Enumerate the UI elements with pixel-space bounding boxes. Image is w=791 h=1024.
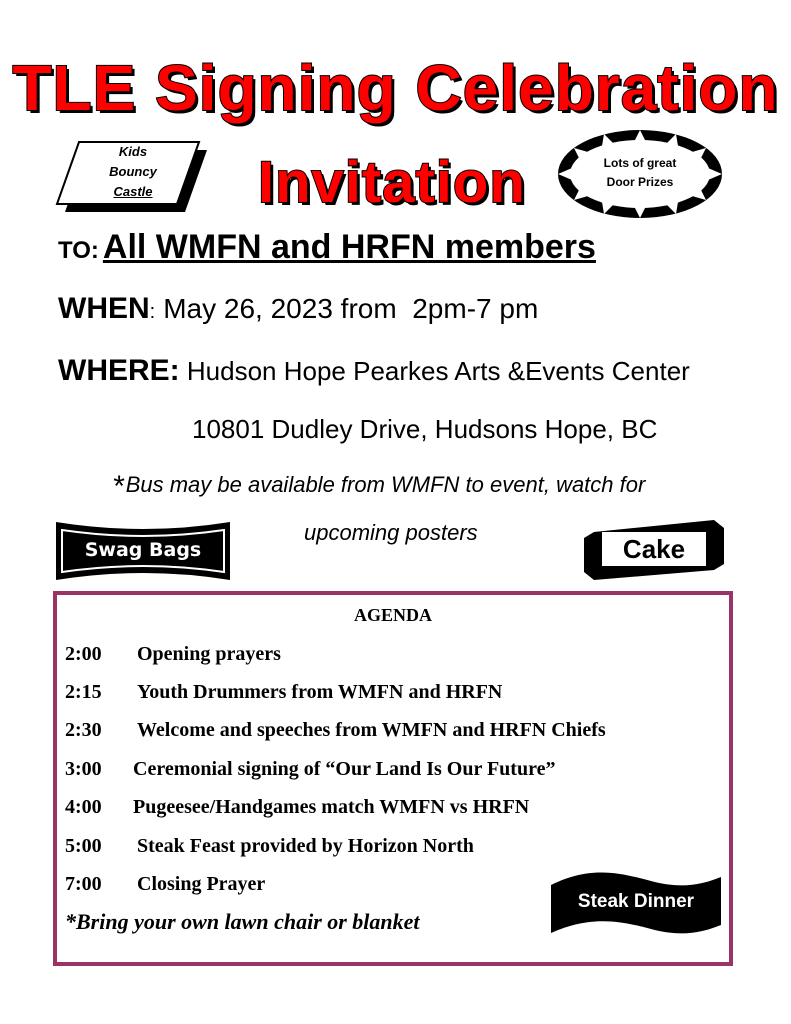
agenda-time: 5:00 (65, 835, 102, 857)
page-title: TLE Signing Celebration (12, 52, 779, 124)
agenda-title: AGENDA (353, 605, 432, 625)
to-line (58, 228, 596, 267)
agenda-text: Ceremonial signing of “Our Land Is Our Future” (133, 758, 556, 780)
agenda-item (65, 643, 281, 666)
where-label: WHERE: (58, 354, 180, 387)
bus-note-line1 (112, 470, 645, 504)
bus-note-asterisk: * (112, 470, 124, 503)
kids-badge-line2: Bouncy (109, 164, 157, 179)
agenda-item (65, 796, 529, 819)
agenda-text: Pugeesee/Handgames match WMFN vs HRFN (133, 796, 530, 818)
cake-label: Cake (622, 534, 686, 564)
agenda-text: Youth Drummers from WMFN and HRFN (137, 681, 503, 703)
prizes-badge-line2: Door Prizes (606, 175, 674, 189)
agenda-item (65, 719, 606, 742)
agenda-time: 7:00 (65, 873, 102, 895)
steak-dinner-label: Steak Dinner (577, 891, 695, 912)
when-label: WHEN (58, 292, 150, 325)
agenda-time: 2:00 (65, 643, 102, 665)
page-subtitle: Invitation (258, 150, 526, 215)
when-separator: : (149, 301, 156, 323)
agenda-time: 2:15 (65, 681, 102, 703)
agenda-box (53, 591, 733, 966)
where-line (58, 354, 690, 388)
to-label: TO: (58, 237, 99, 264)
bus-note-text: Bus may be available from WMFN to event, watch for (125, 472, 646, 497)
agenda-text: Opening prayers (137, 643, 281, 665)
bring-chair-note: *Bring your own lawn chair or blanket (65, 909, 420, 934)
cake-badge (584, 520, 724, 580)
agenda-time: 2:30 (65, 719, 102, 741)
agenda-item (65, 873, 265, 896)
agenda-text: Welcome and speeches from WMFN and HRFN Chiefs (137, 719, 606, 741)
agenda-item (65, 835, 474, 858)
swag-bags-label: Swag Bags (84, 539, 202, 561)
agenda-item (65, 758, 555, 781)
bus-note-line2: upcoming posters (304, 520, 478, 545)
agenda-item (65, 681, 502, 704)
door-prizes-badge (556, 128, 724, 220)
agenda-text: Steak Feast provided by Horizon North (137, 835, 474, 857)
when-value: May 26, 2023 from 2pm-7 pm (163, 293, 539, 324)
prizes-badge-line1: Lots of great (603, 156, 677, 170)
steak-dinner-badge (551, 871, 721, 937)
agenda-text: Closing Prayer (137, 873, 266, 895)
kids-castle-badge (55, 140, 215, 212)
kids-badge-line3: Castle (113, 184, 153, 199)
where-address: 10801 Dudley Drive, Hudsons Hope, BC (192, 414, 658, 444)
where-value: Hudson Hope Pearkes Arts &Events Center (186, 356, 690, 386)
to-value: All WMFN and HRFN members (102, 228, 596, 266)
swag-bags-badge (56, 522, 230, 580)
agenda-time: 3:00 (65, 758, 102, 780)
when-line (58, 292, 538, 326)
agenda-time: 4:00 (65, 796, 102, 818)
kids-badge-line1: Kids (118, 144, 148, 159)
